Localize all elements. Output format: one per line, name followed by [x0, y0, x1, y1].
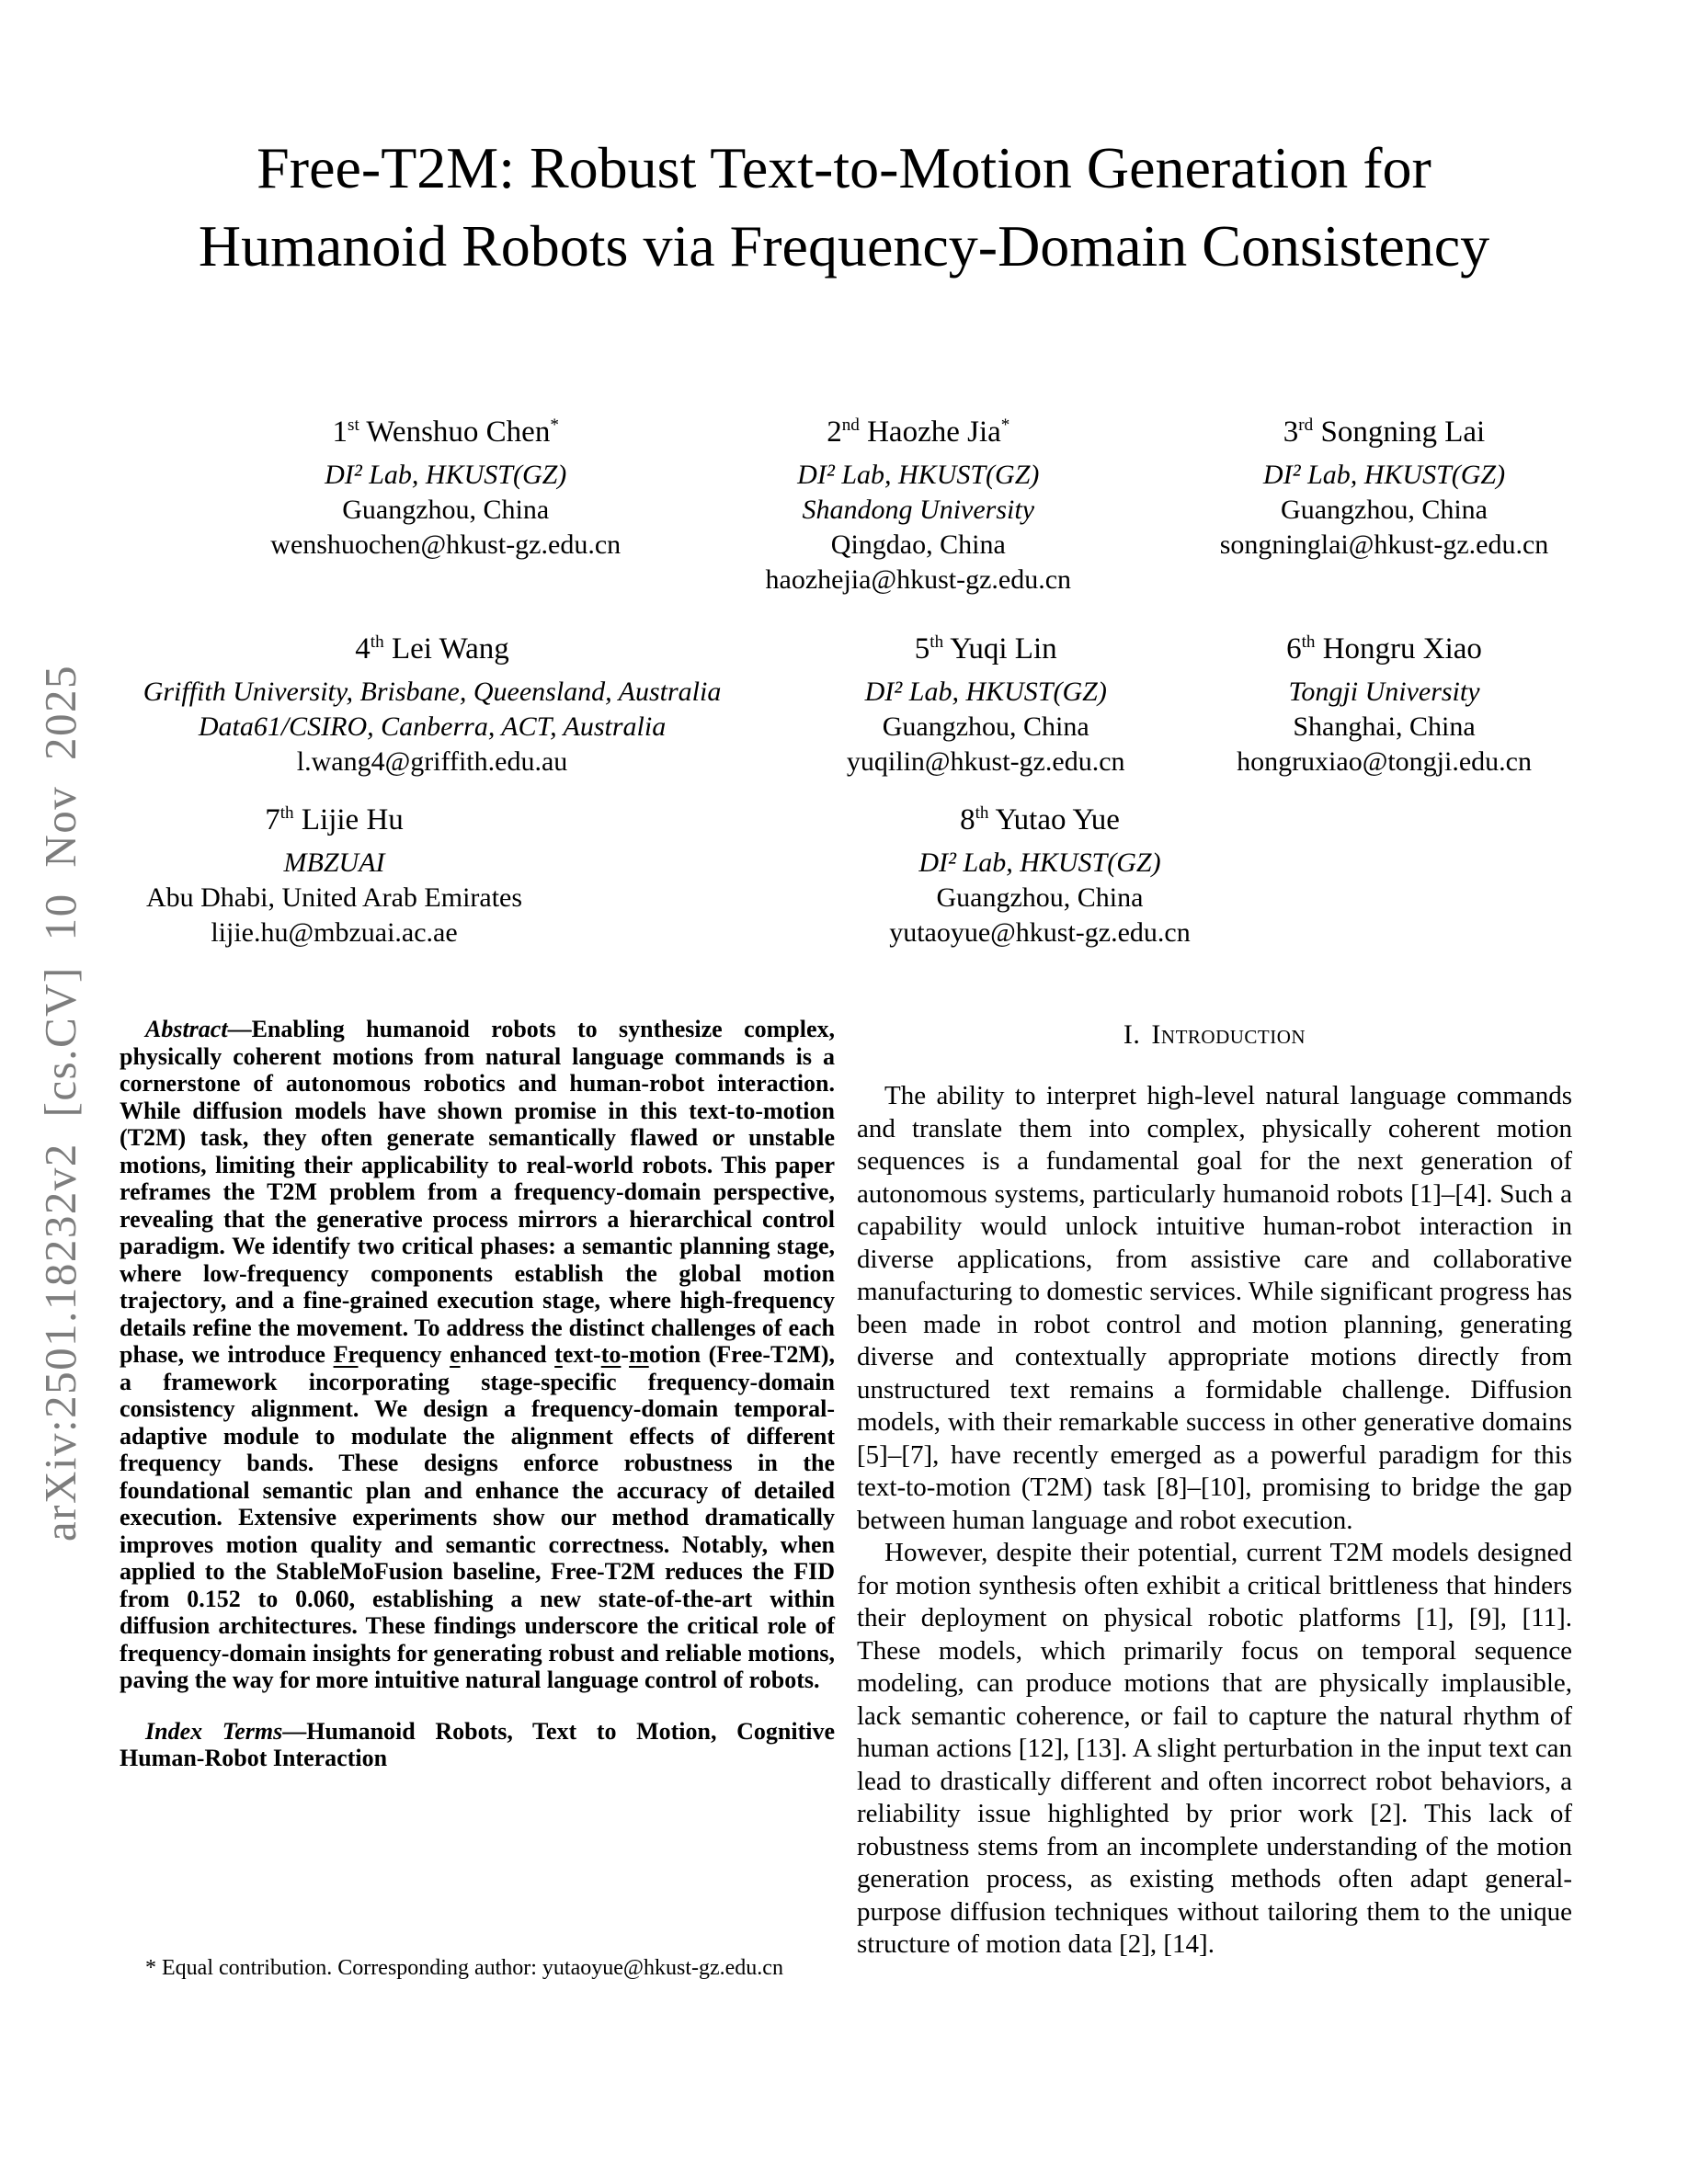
author-email: l.wang4@griffith.edu.au — [296, 746, 568, 777]
author-name: 2nd Haozhe Jia* — [827, 415, 1010, 449]
authors-row-2 — [0, 631, 1688, 777]
author-name: 5th Yuqi Lin — [914, 632, 1057, 665]
author-affiliation: DI² Lab, HKUST(GZ) — [918, 847, 1161, 878]
author-affiliation: DI² Lab, HKUST(GZ) — [797, 460, 1040, 490]
section-heading-introduction — [857, 1019, 1572, 1051]
left-column — [120, 1016, 835, 1772]
author-affiliation: DI² Lab, HKUST(GZ) — [1262, 460, 1506, 490]
equal-contribution-mark: * — [1000, 415, 1010, 435]
arxiv-watermark — [24, 529, 96, 1678]
author-email: songninglai@hkust-gz.edu.cn — [1219, 529, 1549, 560]
author-location: Guangzhou, China — [342, 495, 550, 525]
author-block-8 — [889, 802, 1191, 950]
arxiv-watermark-text: arXiv:2501.18232v2 [cs.CV] 10 Nov 2025 — [34, 664, 86, 1542]
author-location: Guangzhou, China — [936, 882, 1144, 913]
index-terms-section — [120, 1718, 835, 1772]
author-email: wenshuochen@hkust-gz.edu.cn — [270, 529, 622, 560]
ordinal-suffix: th — [975, 803, 989, 823]
ordinal-suffix: th — [370, 632, 384, 652]
author-name: 6th Hongru Xiao — [1286, 632, 1482, 665]
paper-title: Free-T2M: Robust Text-to-Motion Generation for Humanoid Robots via Frequency-Domain Consistency — [198, 135, 1490, 279]
author-email: hongruxiao@tongji.edu.cn — [1237, 746, 1532, 777]
index-terms-text: —Humanoid Robots, Text to Motion, Cognitive Human-Robot Interaction — [120, 1717, 835, 1771]
index-terms-label: Index Terms — [145, 1717, 283, 1745]
author-name: 7th Lijie Hu — [265, 803, 404, 836]
author-email: lijie.hu@mbzuai.ac.ae — [211, 917, 458, 948]
author-affiliation: MBZUAI — [283, 847, 385, 878]
author-block-2 — [766, 414, 1072, 597]
author-email: yutaoyue@hkust-gz.edu.cn — [889, 917, 1191, 948]
author-affiliation: DI² Lab, HKUST(GZ) — [864, 677, 1107, 707]
author-location: Abu Dhabi, United Arab Emirates — [145, 882, 523, 913]
section-number: I. — [1123, 1019, 1141, 1050]
author-affiliation: DI² Lab, HKUST(GZ) — [325, 460, 567, 490]
author-affiliation-2: Data61/CSIRO, Canberra, ACT, Australia — [198, 711, 667, 742]
authors-row-1 — [0, 414, 1688, 595]
author-block-5 — [847, 631, 1125, 779]
author-block-7 — [146, 802, 522, 950]
ordinal-suffix: th — [279, 803, 294, 823]
author-name: 1st Wenshuo Chen* — [332, 415, 559, 449]
author-location: Guangzhou, China — [882, 711, 1089, 742]
ordinal-suffix: th — [1301, 632, 1316, 652]
right-column — [857, 1016, 1572, 1962]
ordinal-suffix: th — [930, 632, 944, 652]
section-title: Introduction — [1151, 1019, 1306, 1050]
author-block-6 — [1237, 631, 1532, 779]
equal-contribution-mark: * — [550, 415, 559, 435]
abstract-text: —Enabling humanoid robots to synthesize complex, physically coherent motions from natural language commands is a cornerstone of autonomous robotics and human-robot interaction. While diffusion models have shown promise in this text-to-motion (T2M) task, they often generate semantically flawed or unstable motions, limiting their applicability to real-world robots. This paper reframes the T2M problem from a frequency-domain perspective, revealing that the generative process mirrors a hierarchical control paradigm. We identify two critical phases: a semantic planning stage, where low-frequency components establish the global motion trajectory, and a fine-grained execution stage, where high-frequency details refine the movement. To address the distinct challenges of each phase, we introduce Frequency enhanced text-to-motion (Free-T2M), a framework incorporating stage-specific frequency-domain consistency alignment. We design a frequency-domain temporal-adaptive module to modulate the alignment effects of different frequency bands. These designs enforce robustness in the foundational semantic plan and enhance the accuracy of detailed execution. Extensive experiments show our method dramatically improves motion quality and semantic correctness. Notably, when applied to the StableMoFusion baseline, Free-T2M reduces the FID from 0.152 to 0.060, establishing a new state-of-the-art within diffusion architectures. These findings underscore the critical role of frequency-domain insights for generating robust and reliable motions, paving the way for more intuitive natural language control of robots. — [120, 1016, 836, 1693]
ordinal-suffix: rd — [1298, 415, 1314, 435]
author-location: Shanghai, China — [1293, 711, 1476, 742]
author-affiliation-2: Shandong University — [802, 495, 1035, 525]
author-block-3 — [1220, 414, 1549, 563]
intro-paragraph-1: The ability to interpret high-level natural language commands and translate them into complex, physically coherent motion sequences is a fundamental goal for the next generation of autonomous systems, particularly humanoid robots [1]–[4]. Such a capability would unlock intuitive human-robot interaction in diverse applications, from assistive care and collaborative manufacturing to domestic services. While significant progress has been made in robot control and motion planning, generating diverse and contextually appropriate motions directly from unstructured text remains a formidable challenge. Diffusion models, with their remarkable success in other generative domains [5]–[7], have recently emerged as a powerful paradigm for this text-to-motion (T2M) task [8]–[10], promising to bridge the gap between human language and robot execution. — [857, 1081, 1572, 1535]
author-name: 8th Yutao Yue — [960, 803, 1120, 836]
author-location: Guangzhou, China — [1281, 495, 1488, 525]
author-email: haozhejia@hkust-gz.edu.cn — [765, 564, 1072, 595]
author-email: yuqilin@hkust-gz.edu.cn — [846, 746, 1125, 777]
abstract-section — [120, 1016, 835, 1694]
footnote-equal-contribution: * Equal contribution. Corresponding author: yutaoyue@hkust-gz.edu.cn — [145, 1956, 783, 1980]
author-name: 4th Lei Wang — [355, 632, 509, 665]
author-affiliation: Griffith University, Brisbane, Queensland, Australia — [143, 677, 722, 707]
author-affiliation: Tongji University — [1288, 677, 1480, 707]
authors-row-3 — [0, 802, 1688, 948]
author-block-1 — [270, 414, 621, 563]
author-block-4 — [143, 631, 722, 779]
abstract-label: Abstract — [145, 1016, 228, 1042]
ordinal-suffix: st — [348, 415, 359, 435]
intro-paragraph-2: However, despite their potential, current T2M models designed for motion synthesis often exhibit a critical brittleness that hinders their deployment on physical robotic platforms [1], [9], [11]. These models, which primarily focus on temporal sequence modeling, can produce motions that are physically implausible, lack semantic coherence, or fail to capture the natural rhythm of human actions [12], [13]. A slight perturbation in the input text can lead to drastically different and often incorrect robot behaviors, a reliability issue highlighted by prior work [2]. This lack of robustness stems from an incomplete understanding of the motion generation process, as existing methods often adapt general-purpose diffusion techniques without tailoring them to the unique structure of motion data [2], [14]. — [857, 1538, 1572, 1959]
ordinal-suffix: nd — [841, 415, 860, 435]
author-location: Qingdao, China — [830, 529, 1006, 560]
author-name: 3rd Songning Lai — [1283, 415, 1486, 449]
